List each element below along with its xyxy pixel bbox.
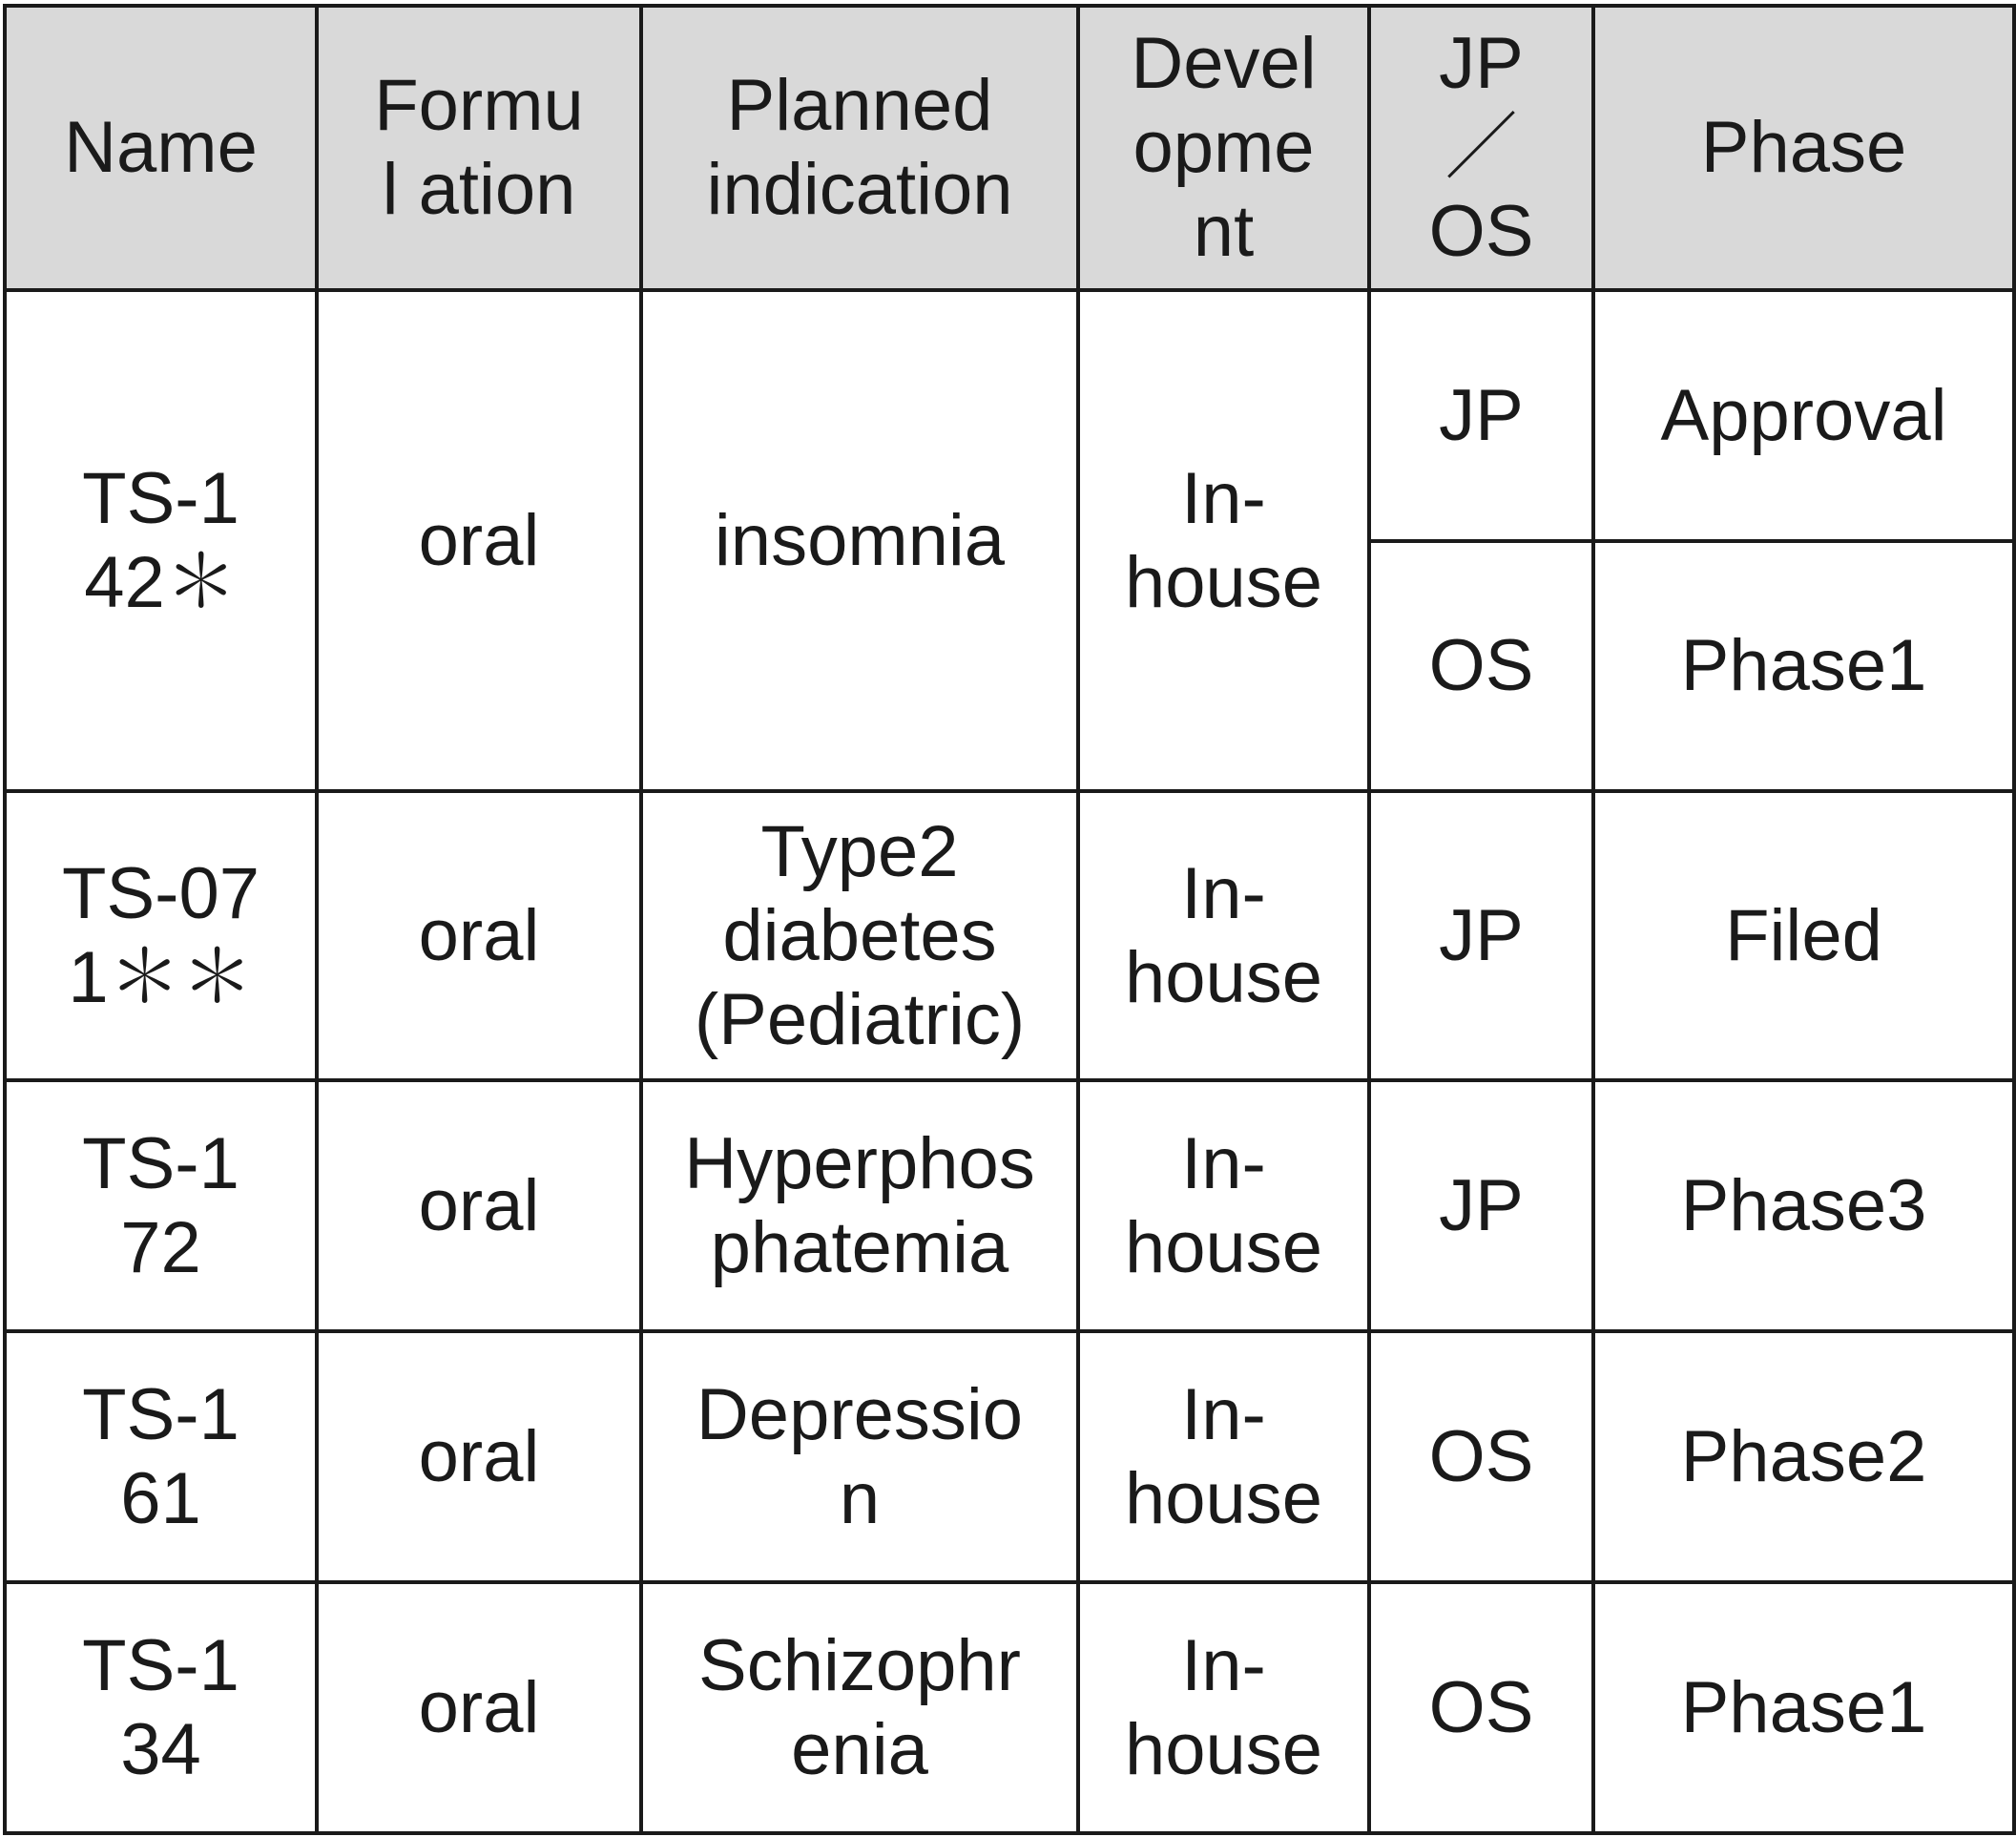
- table-row: [5, 791, 2014, 1080]
- table-row: [5, 1080, 2014, 1331]
- cell-region: OS: [1369, 1582, 1593, 1833]
- cell-formulation: oral: [317, 290, 641, 791]
- cell-formulation: oral: [317, 791, 641, 1080]
- cell-formulation: oral: [317, 1582, 641, 1833]
- cell-development: In-house: [1078, 1080, 1369, 1331]
- table-row: [5, 1582, 2014, 1833]
- cell-indication: Depression: [641, 1331, 1078, 1582]
- header-formulation: Formul ation: [317, 6, 641, 290]
- cell-region: JP: [1369, 791, 1593, 1080]
- cell-phase: Approval: [1593, 290, 2014, 541]
- cell-phase: Filed: [1593, 791, 2014, 1080]
- cell-development: In-house: [1078, 791, 1369, 1080]
- cell-development: In-house: [1078, 290, 1369, 791]
- cell-region: JP: [1369, 1080, 1593, 1331]
- header-development: Devel opme nt: [1078, 6, 1369, 290]
- cell-name: TS-142＊: [5, 290, 317, 791]
- cell-region: OS: [1369, 1331, 1593, 1582]
- cell-name: TS-071＊＊: [5, 791, 317, 1080]
- cell-region: JP: [1369, 290, 1593, 541]
- header-row: [5, 6, 2014, 290]
- cell-indication: insomnia: [641, 290, 1078, 791]
- pipeline-table: [3, 4, 2016, 1835]
- header-name: Name: [5, 6, 317, 290]
- header-planned-indication: Planned indication: [641, 6, 1078, 290]
- cell-name: TS-172: [5, 1080, 317, 1331]
- cell-region: OS: [1369, 541, 1593, 791]
- table-row: [5, 1331, 2014, 1582]
- cell-name: TS-134: [5, 1582, 317, 1833]
- cell-phase: Phase1: [1593, 1582, 2014, 1833]
- cell-phase: Phase1: [1593, 541, 2014, 791]
- cell-indication: Schizophrenia: [641, 1582, 1078, 1833]
- header-jp-os: JP ／ OS: [1369, 6, 1593, 290]
- cell-indication: Hyperphosphatemia: [641, 1080, 1078, 1331]
- cell-phase: Phase3: [1593, 1080, 2014, 1331]
- cell-formulation: oral: [317, 1331, 641, 1582]
- cell-phase: Phase2: [1593, 1331, 2014, 1582]
- cell-development: In-house: [1078, 1331, 1369, 1582]
- cell-name: TS-161: [5, 1331, 317, 1582]
- cell-formulation: oral: [317, 1080, 641, 1331]
- table-row: [5, 290, 2014, 541]
- header-phase: Phase: [1593, 6, 2014, 290]
- cell-indication: Type2 diabetes (Pediatric): [641, 791, 1078, 1080]
- cell-development: In-house: [1078, 1582, 1369, 1833]
